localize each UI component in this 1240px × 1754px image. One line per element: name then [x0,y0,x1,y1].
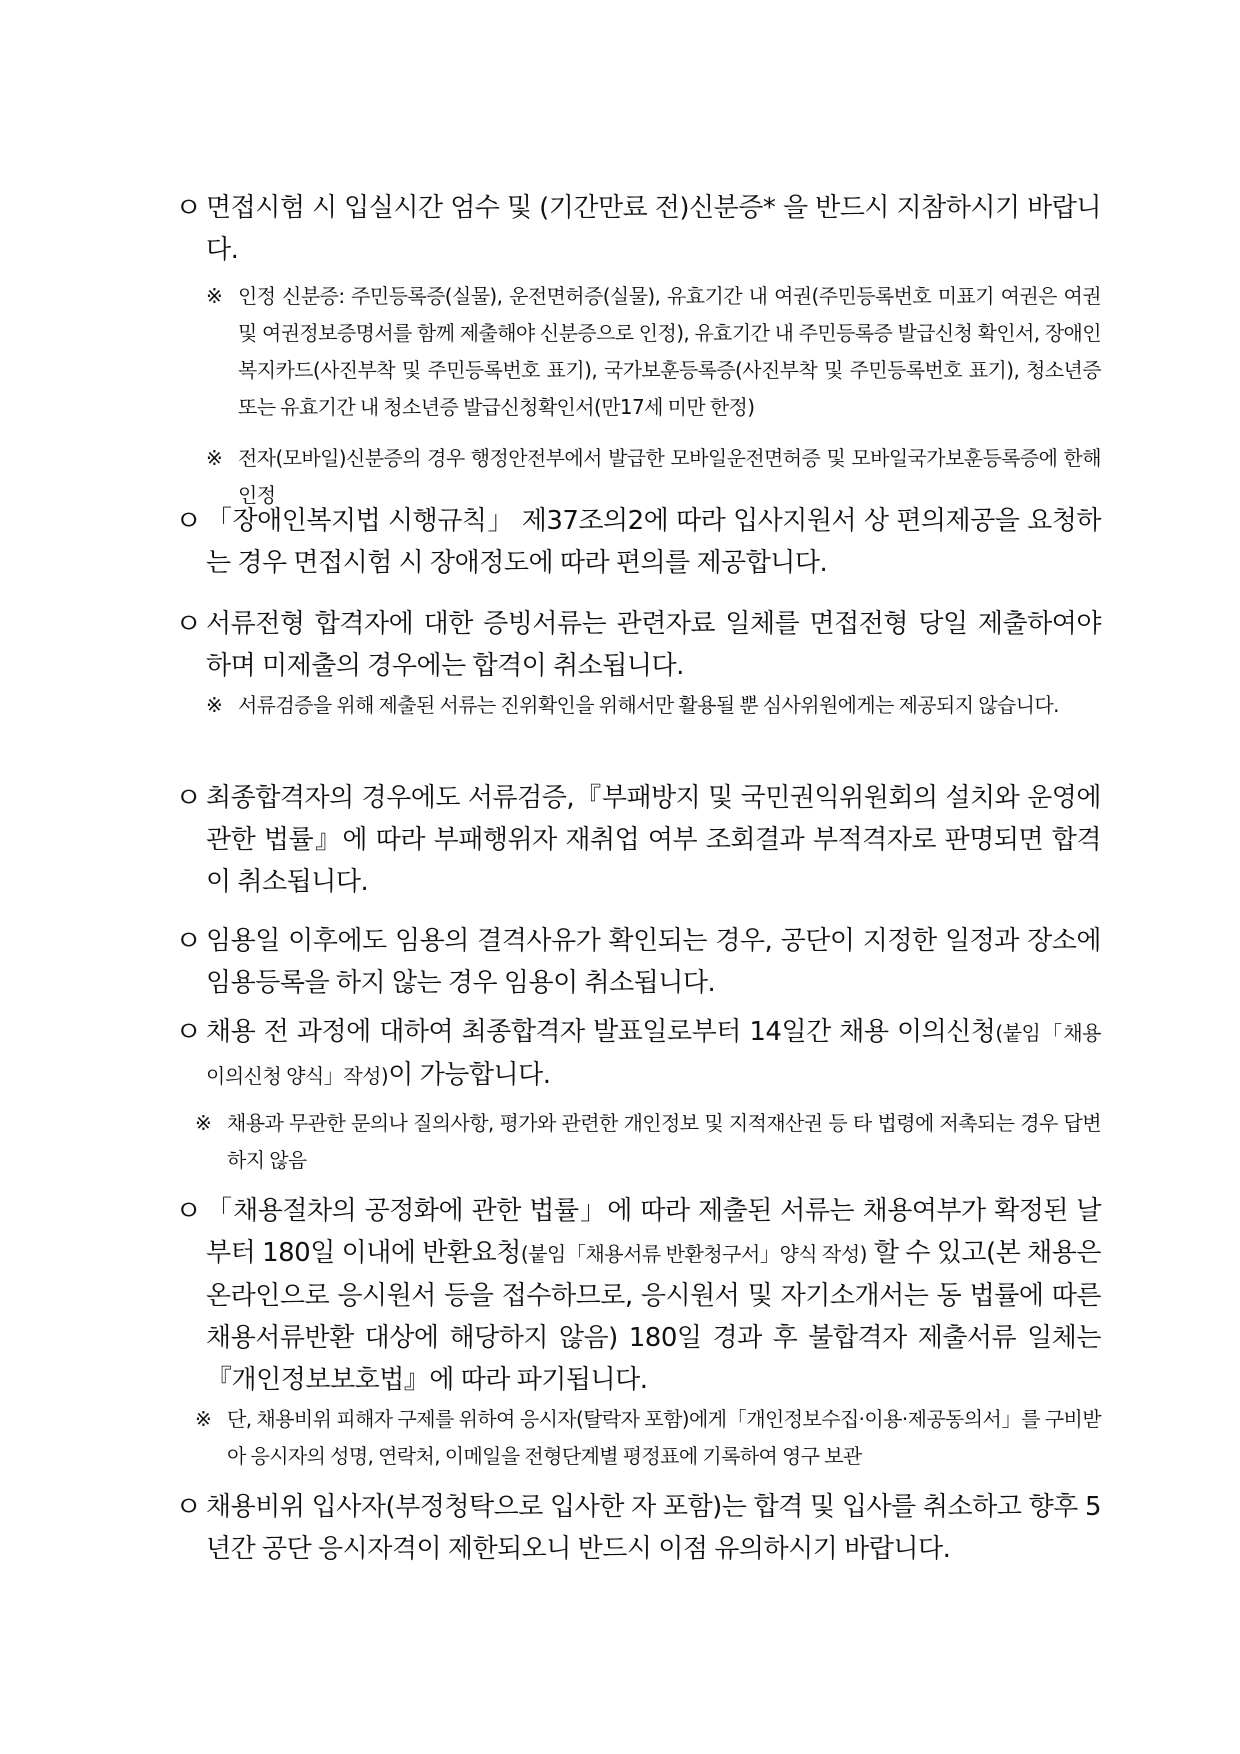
reference-mark-icon: ※ [206,284,223,308]
note-text: 서류검증을 위해 제출된 서류는 진위확인을 위해서만 활용될 뿐 심사위원에게는 제공되지 않습니다. [238,693,1059,717]
note-accepted-ids [206,278,1101,426]
notice-item-id-card [175,187,1101,514]
notice-text [206,1190,1101,1401]
notice-text-part: 할 수 있고 [867,1238,987,1268]
notice-item-misconduct [175,1486,1101,1570]
bullet-icon: ㅇ [175,924,203,957]
notice-text: 채용비위 입사자(부정청탁으로 입사한 자 포함)는 합격 및 입사를 취소하고 향후 5년간 공단 응시자격이 제한되오니 반드시 이점 유의하시기 바랍니다. [206,1492,1101,1564]
note-record-keeping [195,1401,1101,1475]
notice-text: 최종합격자의 경우에도 서류검증,『부패방지 및 국민권익위원회의 설치와 운영에 관한 법률』에 따라 부패행위자 재취업 여부 조회결과 부적격자로 판명되면 합격이 취소됩니다. [206,783,1101,897]
bullet-icon: ㅇ [175,1015,203,1048]
notice-item-document-return [175,1190,1101,1475]
notice-text-note: (붙임「채용 이의신청 양식」작성) [206,1021,1101,1088]
notice-item-disability [175,500,1101,584]
reference-mark-icon: ※ [206,446,223,470]
note-document-usage [206,687,1101,724]
note-text: 전자(모바일)신분증의 경우 행정안전부에서 발급한 모바일운전면허증 및 모바일국가보훈등록증에 한해 인정 [238,446,1101,507]
note-text: 인정 신분증: 주민등록증(실물), 운전면허증(실물), 유효기간 내 여권(주민등록번호 미표기 여권은 여권 및 여권정보증명서를 함께 제출해야 신분증으로 인정), 유효기간 내 주민등록증 발급신청 확인서, 장애인복지카드(사진부착 및 주민등록번호 표기), 국가보훈등록증(사진부착 및 주민등록번호 표기), 청소년증 또는 유효기간 내 청소년증 발급신청확인서(만17세 미만 한정) [238,284,1101,419]
reference-mark-icon: ※ [195,1111,212,1135]
notice-item-final-check [175,777,1101,903]
notice-text-part: 「채용절차의 공정화에 관한 법률」에 따라 제출된 서류는 채용여부가 확정된 날부터 180일 이내에 반환요청 [206,1196,1101,1268]
reference-mark-icon: ※ [206,693,223,717]
notice-text-part: 채용 전 과정에 대하여 최종합격자 발표일로부터 14일간 채용 이의신청 [206,1017,996,1047]
note-text: 단, 채용비위 피해자 구제를 위하여 응시자(탈락자 포함)에게「개인정보수집·이용·제공동의서」를 구비받아 응시자의 성명, 연락처, 이메일을 전형단계별 평정표에 기록하여 영구 보관 [227,1407,1101,1468]
notice-text-note: (본 채용은 온라인으로 응시원서 등을 접수하므로, 응시원서 및 자기소개서는 동 법률에 따른 채용서류반환 대상에 해당하지 않음) [206,1238,1101,1353]
notice-text: 면접시험 시 입실시간 엄수 및 (기간만료 전)신분증* 을 반드시 지참하시기 바랍니다. [206,193,1101,265]
bullet-icon: ㅇ [175,1194,203,1227]
notice-item-appointment [175,920,1101,1004]
note-objection-scope [195,1105,1101,1179]
notice-text-part: 180일 경과 후 불합격자 제출서류 일체는『개인정보보호법』에 따라 파기됩니다. [206,1323,1101,1395]
notice-text-part: 이 가능합니다. [388,1060,551,1090]
bullet-icon: ㅇ [175,1490,203,1523]
note-text: 채용과 무관한 문의나 질의사항, 평가와 관련한 개인정보 및 지적재산권 등 타 법령에 저촉되는 경우 답변하지 않음 [227,1111,1101,1172]
bullet-icon: ㅇ [175,607,203,640]
notice-text: 「장애인복지법 시행규칙」 제37조의2에 따라 입사지원서 상 편의제공을 요청하는 경우 면접시험 시 장애정도에 따라 편의를 제공합니다. [206,506,1101,578]
bullet-icon: ㅇ [175,781,203,814]
reference-mark-icon: ※ [195,1407,212,1431]
notice-text: 임용일 이후에도 임용의 결격사유가 확인되는 경우, 공단이 지정한 일정과 장소에 임용등록을 하지 않는 경우 임용이 취소됩니다. [206,926,1101,998]
bullet-icon: ㅇ [175,191,203,224]
notice-item-objection [175,1011,1101,1179]
bullet-icon: ㅇ [175,504,203,537]
notice-text [206,1011,1101,1097]
notice-item-documents [175,603,1101,724]
notice-text-note: (붙임「채용서류 반환청구서」양식 작성) [520,1242,867,1266]
notice-text: 서류전형 합격자에 대한 증빙서류는 관련자료 일체를 면접전형 당일 제출하여야 하며 미제출의 경우에는 합격이 취소됩니다. [206,609,1101,681]
